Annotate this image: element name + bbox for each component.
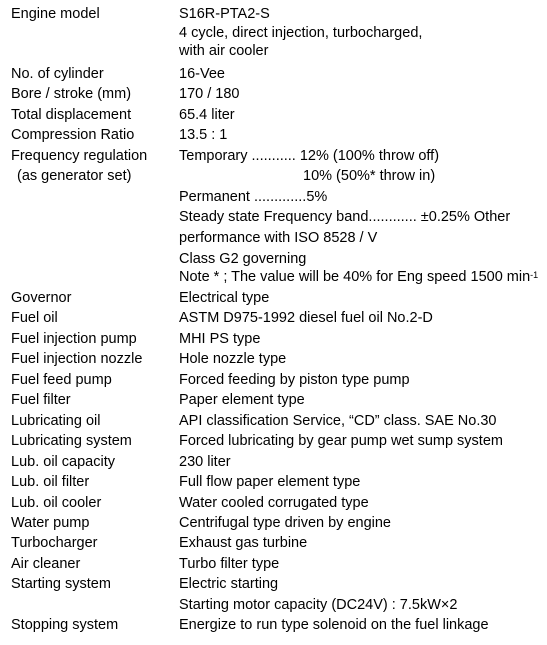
lub-system-label: Lubricating system (11, 433, 132, 449)
lub-oil-value: API classification Service, “CD” class. SAE No.30 (179, 413, 497, 429)
injection-pump-label: Fuel injection pump (11, 331, 137, 347)
governor-label: Governor (11, 290, 72, 306)
lub-capacity-value: 230 liter (179, 454, 231, 470)
engine-model-value: S16R-PTA2-S (179, 6, 270, 22)
stopping-value: Energize to run type solenoid on the fuel linkage (179, 617, 489, 633)
engine-model-label: Engine model (11, 6, 100, 22)
air-cleaner-label: Air cleaner (11, 556, 81, 572)
fuel-oil-label: Fuel oil (11, 310, 58, 326)
lub-cooler-label: Lub. oil cooler (11, 495, 102, 511)
displacement-label: Total displacement (11, 107, 132, 123)
displacement-value: 65.4 liter (179, 107, 235, 123)
governor-value: Electrical type (179, 290, 270, 306)
starting-value: Electric starting (179, 576, 279, 592)
fuel-oil-value: ASTM D975-1992 diesel fuel oil No.2-D (179, 310, 433, 326)
fuel-filter-value: Paper element type (179, 392, 305, 408)
stopping-label: Stopping system (11, 617, 119, 633)
lub-system-value: Forced lubricating by gear pump wet sump system (179, 433, 503, 449)
water-pump-label: Water pump (11, 515, 90, 531)
feed-pump-label: Fuel feed pump (11, 372, 112, 388)
injection-nozzle-label: Fuel injection nozzle (11, 351, 143, 367)
bore-stroke-label: Bore / stroke (mm) (11, 86, 132, 102)
turbocharger-value: Exhaust gas turbine (179, 535, 308, 551)
frequency-note (179, 269, 538, 286)
engine-model-detail: with air cooler (179, 43, 269, 59)
feed-pump-value: Forced feeding by piston type pump (179, 372, 410, 388)
starting-label: Starting system (11, 576, 111, 592)
engine-model-detail: 4 cycle, direct injection, turbocharged, (179, 25, 423, 41)
starting-motor-capacity: Starting motor capacity (DC24V) : 7.5kW×2 (179, 597, 458, 613)
lub-filter-value: Full flow paper element type (179, 474, 361, 490)
cylinders-value: 16-Vee (179, 66, 225, 82)
lub-cooler-value: Water cooled corrugated type (179, 495, 369, 511)
frequency-permanent: Permanent .............5% (179, 189, 328, 205)
frequency-performance: performance with ISO 8528 / V (179, 230, 378, 246)
injection-nozzle-value: Hole nozzle type (179, 351, 287, 367)
frequency-class: Class G2 governing (179, 251, 307, 267)
frequency-label-sub: (as generator set) (17, 168, 132, 184)
water-pump-value: Centrifugal type driven by engine (179, 515, 391, 531)
air-cleaner-value: Turbo filter type (179, 556, 280, 572)
cylinders-label: No. of cylinder (11, 66, 104, 82)
bore-stroke-value: 170 / 180 (179, 86, 240, 102)
frequency-label: Frequency regulation (11, 148, 148, 164)
frequency-note-text: Note * ; The value will be 40% for Eng speed 1500 min (179, 269, 531, 285)
lub-filter-label: Lub. oil filter (11, 474, 90, 490)
fuel-filter-label: Fuel filter (11, 392, 71, 408)
lub-capacity-label: Lub. oil capacity (11, 454, 115, 470)
turbocharger-label: Turbocharger (11, 535, 98, 551)
injection-pump-value: MHI PS type (179, 331, 261, 347)
frequency-temporary-in: 10% (50%* throw in) (303, 168, 436, 184)
frequency-note-exponent: -1 (530, 270, 539, 280)
frequency-temporary-off: Temporary ........... 12% (100% throw off) (179, 148, 440, 164)
compression-value: 13.5 : 1 (179, 127, 228, 143)
lub-oil-label: Lubricating oil (11, 413, 101, 429)
frequency-steady-state: Steady state Frequency band............ ±0.25% Other (179, 209, 511, 225)
compression-label: Compression Ratio (11, 127, 135, 143)
